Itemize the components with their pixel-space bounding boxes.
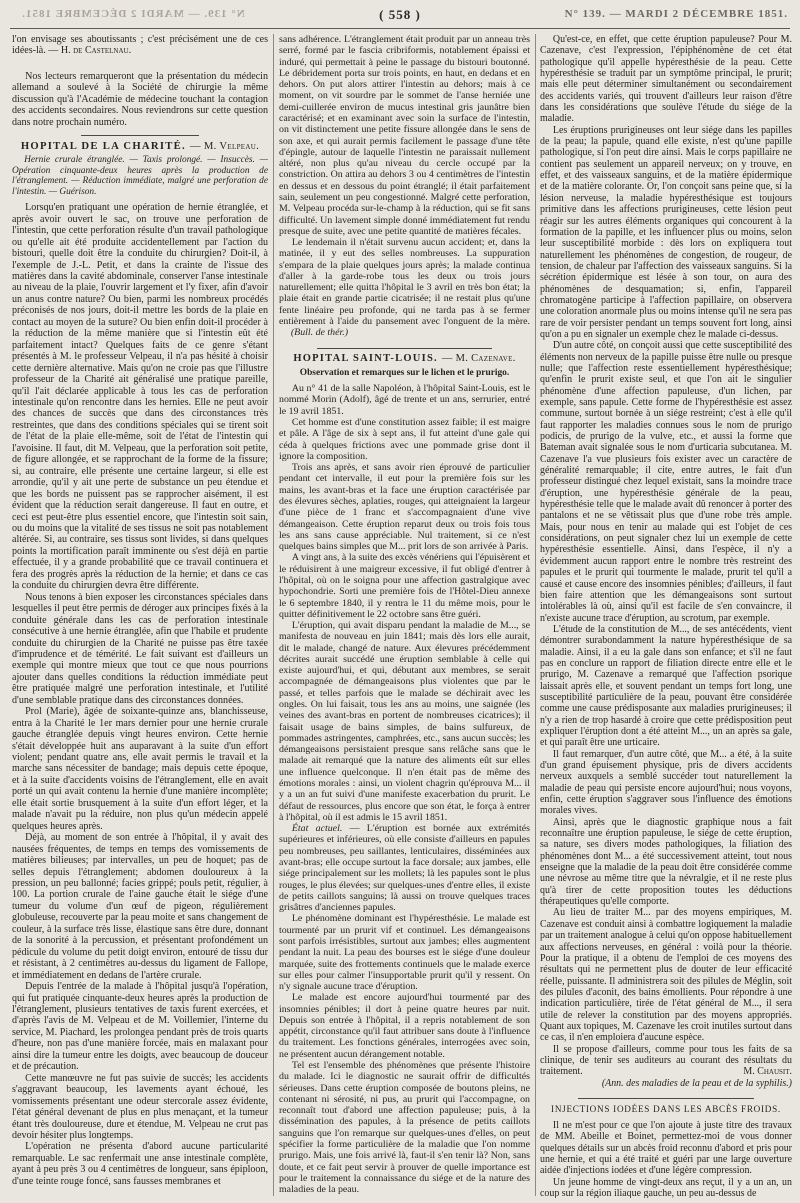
paragraph: Cette manœuvre ne fut pas suivie de succès; les accidents s'aggravant beaucoup, les lavements ayant échoué, les vomissements présentant une odeur stercorale assez évidente, l'état général devenant de plus en plus menaçant, et la tumeur étant très douloureuse, dure et étendue, M. Velpeau ne crut pas devoir hésiter plus longtemps.: [12, 1072, 268, 1141]
paragraph-continued: sans adhérence. L'étranglement était produit par un anneau très serré, formé par le fascia cribriformis, notablement épaissi et induré, qui permettait à peine le passage du bistouri boutonné. Le débridement porta sur trois points, en haut, en dedans et en dehors. On put alors attirer l'intestin au dehors; mais à ce moment, on vit sourdre par le sommet de l'anse herniée une demi-cuillerée environ de mucus intestinal gris jaunâtre bien caractérisé; et en examinant avec soin la surface de l'intestin, on vit distinctement une petite fissure allongée dans le sens de son axe, et qui aurait permis facilement le passage d'une tête d'épingle, autour de laquelle l'intestin ne paraissait nullement altéré, non plus qu'au niveau du cercle occupé par la constriction. On attira au dehors 3 ou 4 centimètres de l'intestin en dessus et en dessous du point étranglé; il était parfaitement sain, seulement un peu congestionné. Malgré cette perforation, M. Velpeau procéda sur-le-champ à la réduction, qui se fit sans difficulté. Un lavement simple donné immédiatement fut rendu presque de suite, avec une petite quantité de matières fécales.: [279, 34, 530, 237]
mirrored-header-bleed: N° 139. — MARDI 2 DÉCEMBRE 1851.: [21, 8, 245, 20]
column-divider: [273, 34, 274, 1196]
professor-name: — M. Cazenave.: [441, 353, 516, 365]
paragraph: Nous tenons à bien exposer les circonstances spéciales dans lesquelles il peut être permis de déroger aux principes fixés à la conduite générale dans les cas de perforation intestinale consécutive à une hernie étranglée, afin que l'habile et prudente conduite du chirurgien de la Charité ne puisse pas être taxée d'imprudence et de témérité. Le fait suivant est d'ailleurs un exemple qui montre mieux que tout ce que nous pourrions ajouter dans quelles conditions la réduction immédiate peut être pratiquée malgré une perforation intestinale, et l'utilité d'une semblable pratique dans des circonstances données.: [12, 591, 268, 706]
paragraph: [279, 237, 530, 339]
paragraph: Au lieu de traiter M... par des moyens empiriques, M. Cazenave est conduit ainsi à combattre logiquement la maladie par un traitement analogue à celui qu'on oppose habituellement aux affections nerveuses, en général : voilà pour la théorie. Pour la pratique, il a obtenu de l'emploi de ces moyens des résultats qui ne permettent plus de douter de leur efficacité réelle, puissante. Il administrera soit des pilules de Méglin, soit des pilules d'aconit, des bains émollients. Pour répondre à une indication particulière, tirée de l'état général de M..., il sera utile de relever la constitution par des moyens appropriés. Quant aux topiques, M. Cazenave les croit inutiles surtout dans ce cas, il n'en emploiera d'aucune espèce.: [540, 907, 792, 1044]
paragraph: Qu'est-ce, en effet, que cette éruption papuleuse? Pour M. Cazenave, c'est l'expression, l'épiphénomène de cet état pathologique qu'il appelle hypéresthésie de la peau. Cette hypéresthésie se traduit par un symptôme principal, le prurit; mais elle peut déterminer simultanément ou secondairement des accidents variés, qui trouvent d'ailleurs leur raison d'être dans les considérations que soulève l'étude du siége de la maladie.: [540, 34, 792, 125]
paragraph: Ainsi, après que le diagnostic graphique nous a fait reconnaître une éruption papuleuse, le siége de cette éruption, sa nature, ses divers modes pathologiques, la filiation des phénomènes dont M... a été successivement atteint, tout nous enseigne que la maladie de la peau doit être considérée comme une névrose au même titre que la névralgie, et il ne reste plus qu'à tirer de cette proposition toutes les déductions thérapeutiques qu'elle comporte.: [540, 816, 792, 908]
paragraph: Il faut remarquer, d'un autre côté, que M... a été, à la suite d'un grand épuisement physique, pris de divers accidents nerveux auxquels a semblé succéder tout naturellement la maladie de peau qui persiste encore aujourd'hui; nous voyons, enfin, cette éruption s'aggraver sous l'influence des émotions morales vives.: [540, 748, 792, 817]
paragraph: Il ne m'est pour ce que l'on ajoute à juste titre des travaux de MM. Abeille et Boinet, permettez-moi de vous donner quelques détails sur un abcès froid reconnu d'abord et pris pour une hernie, et qui a été traité et guéri par une large ouverture aidée d'injections iodées et d'une légère compression.: [540, 1119, 792, 1177]
professor-name: — M. Velpeau.: [189, 140, 260, 152]
paragraph: Lorsqu'en pratiquant une opération de hernie étranglée, et après avoir ouvert le sac, on trouve une perforation de l'intestin, que cette perforation résulte d'un travail pathologique ou qu'elle ait été produite accidentellement par l'action du bistouri, quelle doit être la conduite du chirurgien? Doit-il, à l'exemple de J.-L. Petit, et dans la crainte de l'issue des matières dans la cavité abdominale, conserver l'anse intestinale au niveau de la plaie, l'ouvrir largement et l'y fixer, afin d'avoir un anus contre nature? Ou bien, parmi les nombreux procédés préconisés de nos jours, doit-il mettre les bords de la plaie en contact au moyen de la suture? Ou bien enfin doit-il procéder à la réduction de la même manière que si l'intestin eût été parfaitement intact? Quelques faits de ce genre s'étant présentés à M. le professeur Velpeau, il n'a pas hésité à choisir cette dernière alternative. Mais qu'on ne croie pas que l'illustre professeur de la Charité ait généralisé une pratique pareille, qu'il l'ait déclarée applicable à tous les cas de perforation intestinale qu'on rencontre dans les hernies. Elle ne peut avoir des chances de succès que dans des circonstances très restreintes, que dans des conditions spéciales qui se tirent soit de l'état de la plaie elle-même, soit de l'état de l'intestin qui l'avoisine. Il faut, dit M. Velpeau, que la perforation soit petite, de figure allongée, et se rapprochant de la forme de la fissure; si, au contraire, elle présente une certaine largeur, si elle est arrondie, qu'il y ait une perte de substance un peu étendue et que les bords ne puissent pas se rapprocher aisément, il est évident que la réduction serait dangereuse. Il faut en outre, et ceci est peut-être plus essentiel encore, que l'intestin soit sain, ou du moins que la vitalité de ses tissus ne soit pas notablement altérée. Si, au contraire, ses tissus sont livides, si dans quelques points la mortification paraît imminente ou s'est déjà en partie effectuée, il y a grande probabilité que ce travail continuera et fera des progrès après la réduction de la hernie; et dans ce cas la conduite du chirurgien devra être différente.: [12, 202, 268, 592]
paragraph-lead: État actuel.: [291, 823, 343, 835]
author-signature: H. de Castelnau.: [60, 45, 132, 57]
section-title-saint-louis: [279, 353, 530, 365]
section-rule: [317, 348, 493, 349]
author-signature: M. Chausit.: [743, 1066, 792, 1078]
page-number: ( 558 ): [379, 7, 421, 22]
article-title-injections: INJECTIONS IODÉES DANS LES ABCÈS FROIDS.: [551, 1103, 781, 1114]
paragraph: Tel est l'ensemble des phénomènes que présente l'histoire du malade. Ici le diagnostic ne saurait offrir de difficultés sérieuses. Dans cette éruption composée de boutons pleins, ne contenant ni sérosité, ni pus, au prurit qui l'accompagne, on reconnaît tout d'abord une affection papuleuse; puis, à la dissémination des papules, à la présence de petits caillots sanguins que l'on remarque sur quelques-unes d'elles, on peut spécifier la forme particulière de la maladie que l'on nomme prurigo. Mais, une fois arrivé là, faut-il s'en tenir là? Non, sans doute, et ce fait peut servir à prouver de quelle importance est pour le traitement la connaissance du siége et de la nature des maladies de la peau.: [279, 1060, 530, 1196]
paragraph: Prol (Marie), âgée de soixante-quinze ans, blanchisseuse, entra à la Charité le 1er mars dernier pour une hernie crurale gauche étranglée depuis vingt heures environ. Cette hernie s'était développée huit ans auparavant à la suite d'un effort violent; pendant quatre ans, elle avait permis le travail et la marche sans nécessiter de bandage; mais depuis cette époque, et à la suite d'accidents voisins de l'étranglement, elle en avait porté un qui avait contenu la hernie d'une manière incomplète; elle était sortie brusquement à la suite d'un effort léger, et la malade n'avait pu la réduire, non plus qu'un médecin appelé quelques heures après.: [12, 706, 268, 832]
issue-header: N° 139. — MARDI 2 DÉCEMBRE 1851.: [564, 8, 788, 20]
case-summary: Hernie crurale étranglée. — Taxis prolongé. — Insuccès. — Opération cinquante-deux heures après la production de l'étranglement. — Réduction immédiate, malgré une perforation de l'intestin. — Guérison.: [12, 155, 268, 197]
paragraph: [540, 1044, 792, 1078]
article-subtitle: Observation et remarques sur le lichen et le prurigo.: [299, 367, 510, 378]
section-title-charite: [12, 141, 268, 153]
hospital-name: HOPITAL SAINT-LOUIS.: [293, 353, 438, 365]
column-2: [279, 34, 530, 1198]
continued-article: [12, 34, 268, 57]
paragraph: Cet homme est d'une constitution assez faible; il est maigre et pâle. A l'âge de six à sept ans, il fut atteint d'une gale qui céda à quelques frictions avec une pommade grise dont il ignore la composition.: [279, 417, 530, 462]
paragraph: D'un autre côté, on conçoit aussi que cette susceptibilité des éléments non nerveux de la papille puisse être nulle ou presque nulle; que l'affection reste essentiellement hypéresthésique; qu'enfin le prurit existe seul, et que l'on ait le singulier phénomène d'une affection papuleuse, d'un lichen, par exemple, sans papule. Cette forme de l'hypéresthésie est assez commune, surtout bornée à un siége restreint; c'est à elle qu'il faut rapporter les maladies connues sous le nom de prurigo podicis, de prurigo de la vulve, etc., et aussi la forme que Bateman avait signalée sous le nom d'urticaria subcutanea. M. Cazenave l'a vue plusieurs fois exister avec un caractère de généralité remarquable; il cite, entre autres, le fait d'un professeur distingué chez lequel existait, sans la moindre trace d'éruption, une hypéresthésie générale de la peau, hypéresthésie telle que le malade avait dû renoncer à porter des pantalons et ne se vêtissait plus que d'une robe très ample. Mais, pour nous en tenir au malade qui est l'objet de ces considérations, on peut signaler chez lui un exemple de cette hypéresthésie essentielle. Ainsi, dans l'espèce, il n'y a évidemment aucun rapport entre le nombre très restreint des papules et le prurit qui tourmente le malade, prurit tel qu'il a causé et cause encore des insomnies pénibles; d'ailleurs, il faut bien faire attention que les démangeaisons sont surtout intolérables là où, ainsi qu'il est facile de s'en convaincre, il n'existe aucune trace d'éruption, au scrotum, par exemple.: [540, 340, 792, 624]
paragraph: L'étude de la constitution de M..., de ses antécédents, vient démontrer surabondamment la nature hypéresthésique de sa maladie. Ainsi, il a eu la gale dans son enfance; et s'il ne faut pas en conclure un rapport de filiation directe entre elle et le prurigo, M. Cazenave a remarqué que l'affection psorique laissait après elle, et souvent pendant un temps fort long, une susceptibilité particulière de la peau, pouvant être considérée comme une cause prédisposante aux maladies prurigineuses; il n'y a rien de trop hasardé à croire que cette prédisposition peut expliquer l'éruption dont a été atteint M..., un an après sa gale, et qui paraît être une urticaire.: [540, 623, 792, 749]
paragraph: Le malade est encore aujourd'hui tourmenté par des insomnies pénibles; il dort à peine quatre heures par nuit. Depuis son entrée à l'hôpital, il a repris notablement de son appétit, circonstance qu'il faut attribuer sans doute à l'influence du traitement. Les fonctions générales, interrogées avec soin, ne présentent aucun dérangement notable.: [279, 992, 530, 1060]
paragraph-text: — L'éruption est bornée aux extrémités supérieures et inférieures, où elle consiste d'ailleurs en papules peu nombreuses, peu saillantes, lenticulaires, disséminées aux avant-bras; elle occupe surtout la face dorsale; aux jambes, elle siége principalement sur les mollets; là les papules sont le plus rouges, le plus élevées; sur quelques-unes d'entre elles, il existe de petits caillots sanguins; là aussi on trouve quelques traces grisâtres d'anciennes papules.: [279, 823, 530, 914]
column-3: [540, 34, 792, 1198]
column-1: [12, 34, 268, 1198]
paragraph: [279, 823, 530, 913]
paragraph: Trois ans après, et sans avoir rien éprouvé de particulier pendant cet intervalle, il eut pour la première fois sur les mains, les avant-bras et la face une éruption caractérisée par des élevures sèches, aplaties, rouges, qui atteignaient la largeur d'une pièce de 1 franc et s'accompagnaient d'une vive démangeaison. Cette éruption reparut deux ou trois fois tous les ans sans cause appréciable. Nul traitement, si ce n'est quelques bains simples que M... prit lors de son arrivée à Paris.: [279, 462, 530, 553]
source-citation: (Bull. de thér.): [290, 327, 349, 339]
paragraph: L'opération ne présenta d'abord aucune particularité remarquable. Le sac renfermait une anse intestinale complète, ayant à peu près 3 ou 4 centimètres de longueur, sans épiploon, d'une teinte rouge foncé, sans fausses membranes et: [12, 1141, 268, 1187]
paragraph: Depuis l'entrée de la malade à l'hôpital jusqu'à l'opération, qui fut pratiquée cinquante-deux heures après la production de l'étranglement, plusieurs tentatives de taxis furent exercées, et d'après l'avis de M. Velpeau et de M. Voillemier, l'interne du service, M. Piachard, les prolongea pendant près de trois quarts d'heure, non pas d'une manière forcée, mais en malaxant pour ainsi dire la tumeur entre les doigts, avec beaucoup de douceur et de précaution.: [12, 981, 268, 1073]
paragraph: L'éruption, qui avait disparu pendant la maladie de M..., se manifesta de nouveau en juin 1841; mais dès lors elle aurait, dit le malade, changé de nature. Aux élevures précédemment décrites aurait succédé une éruption semblable à celle qui existe aujourd'hui, et qui, débutant aux membres, se serait accompagnée de démangeaisons plus violentes que par le passé, et telles parfois que le malade se déchirait avec les ongles. On lui faisait, tous les ans au moins, une saignée (les veines des avant-bras en portent de nombreuses cicatrices); il faisait usage de bains simples, de bains sulfureux, de pommades astringentes, camphrées, etc., sans aucun succès; les démangeaisons persistaient presque sans relâche sans que le malade ait remarqué que la nature des aliments eût sur elles une influence quelconque. Il n'en était pas de même des émotions morales : ainsi, un violent chagrin qu'éprouva M... il y a un an fut suivi d'une manifeste exacerbation du prurit. Le défaut de ressources, plus encore que son état, le força à entrer à l'hôpital, où il est admis le 15 avril 1851.: [279, 620, 530, 823]
hospital-name: HOPITAL DE LA CHARITÉ.: [20, 140, 186, 152]
paragraph: Le phénomène dominant est l'hypéresthésie. Le malade est tourmenté par un prurit vif et continuel. Les démangeaisons sont parfois irrésistibles, surtout aux jambes; elles augmentent pendant la nuit. La peau des bourses est le siége d'une douleur marquée, suite des frottements continuels que le malade exerce sur elles pour calmer l'insupportable prurit qu'il y ressent. On n'y signale aucune trace d'éruption.: [279, 913, 530, 993]
paragraph: A vingt ans, à la suite des excès vénériens qui l'épuisèrent et le réduisirent à une maigreur excessive, il fut obligé d'entrer à l'hôpital, où on le soigna pour une affection gastralgique avec hypochondrie. Sorti une première fois de l'Hôtel-Dieu annexe le 6 septembre 1840, il y rentra le 11 du même mois, pour le quitter définitivement le 22 octobre sans être guéri.: [279, 552, 530, 620]
paragraph-text: l'on envisage ses aboutissants ; c'est précisément une de ces idées-là. —: [12, 34, 268, 57]
paragraph-text: Il se propose d'ailleurs, comme pour tous les faits de sa clinique, de tenir ses auditeurs au courant des résultats du traitement.: [540, 1043, 792, 1078]
editor-note: Nos lecteurs remarqueront que la présentation du médecin allemand a soulevé à la Société de chirurgie la même discussion qu'à l'Académie de médecine touchant la contagion des accidents secondaires. Nous reviendrons sur cette question dans notre prochain numéro.: [12, 70, 268, 128]
header-rule: [10, 28, 790, 29]
section-rule: [81, 135, 199, 136]
paragraph: Les éruptions prurigineuses ont leur siége dans les papilles de la peau; la papule, quand elle existe, n'est qu'une papille pathologique, si l'on peut dire ainsi. Mais le corps papillaire ne contient pas seulement un appareil nerveux; on y trouve, en effet, et des vaisseaux sanguins, et de la matière épidermique et de la matière colorante. Or, l'on conçoit sans peine que, si la lésion nerveuse, la maladie hypéresthésique est toujours primitive dans les affections prurigineuses, cette lésion peut réagir sur les autres éléments organiques qui concourent à la formation de la papille, et les influencer plus ou moins, selon leur susceptibilité morbide : dès lors on expliquera tout naturellement les phénomènes de congestion, de rougeur, de tension, de chaleur par l'affection des vaisseaux sanguins. Si la sécrétion épidermique est lésée à son tour, on aura des phénomènes de desquamation; si, enfin, l'appareil chromatogène participe à l'affection papillaire, on observera une coloration anormale plus ou moins intense qu'il ne sera pas rare de voir persister pendant un temps souvent fort long, ainsi qu'on a pu en signaler un exemple chez le malade ci-dessus.: [540, 124, 792, 340]
section-rule: [578, 1098, 754, 1099]
paragraph: Déjà, au moment de son entrée à l'hôpital, il y avait des nausées fréquentes, de temps en temps des vomissements de matières bilieuses; par intervalles, un peu de hoquet; pas de selles depuis l'étranglement; abdomen douloureux à la pression, un peu ballonné; facies grippé; pouls petit, régulier, à 100. La portion crurale de l'aine gauche était le siége d'une tumeur du volume d'un œuf de pigeon, régulièrement globuleuse, recouverte par la peau moite et sans changement de couleur, à la surface très lisse, élastique sans être dure, donnant de la sonorité à la percussion, et présentant profondément un pédicule du volume du petit doigt environ, entouré de tissu dur et résistant, à 2 centimètres au-dessus du ligament de Fallope, et immédiatement en dedans de l'artère crurale.: [12, 832, 268, 981]
column-divider: [535, 34, 536, 1196]
paragraph: Un jeune homme de vingt-deux ans reçut, il y a un an, un coup sur la région iliaque gauche, un peu au-dessus de: [540, 1176, 792, 1198]
source-citation: (Ann. des maladies de la peau et de la syphilis.): [601, 1077, 792, 1089]
paragraph: Au n° 41 de la salle Napoléon, à l'hôpital Saint-Louis, est le nommé Morin (Adolf), âgé de trente et un ans, serrurier, entré le 19 avril 1851.: [279, 383, 530, 417]
paragraph-text: Le lendemain il n'était survenu aucun accident; et, dans la matinée, il y eut des selles nombreuses. La suppuration s'empara de la plaie quelques jours après; la malade continua d'aller à la garde-robe tous les deux ou trois jours naturellement; elle quitta l'hôpital le 3 avril en très bon état; la plaie était en grande partie cicatrisée; il ne restait plus qu'une fente linéaire peu profonde, qui ne tarda pas à se fermer entièrement à l'aide du pansement avec l'onguent de la mère.: [279, 237, 530, 328]
